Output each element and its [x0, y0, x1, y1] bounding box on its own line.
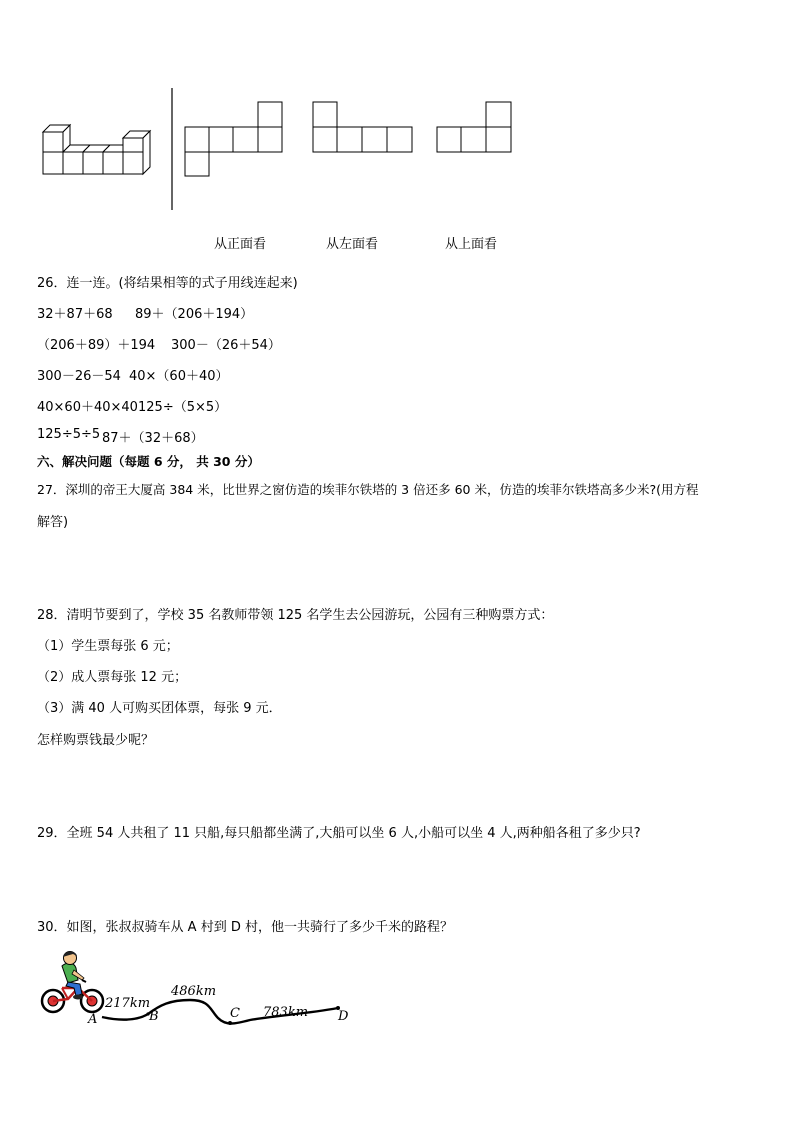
q28-option-1: （1）学生票每张 6 元； [37, 639, 179, 654]
q26-right-3: 40×（60＋40） [129, 369, 229, 384]
cube-stack-figure [40, 120, 155, 180]
q26-right-1: 89＋（206＋194） [135, 307, 254, 322]
front-view-grid [184, 101, 284, 177]
q26-left-1: 32＋87＋68 [37, 307, 113, 322]
route-ab-distance: 217km [105, 996, 151, 1011]
figure-divider [170, 88, 174, 210]
route-point-a: A [88, 1012, 98, 1027]
q26-left-2: （206＋89）＋194 [37, 338, 156, 353]
q27-line1: 27．深圳的帝王大厦高 384 米，比世界之窗仿造的埃菲尔铁塔的 3 倍还多 60 米，仿造的埃菲尔铁塔高多少米?(用方程 [37, 482, 699, 497]
front-view-label: 从正面看 [214, 237, 267, 252]
route-point-d: D [338, 1009, 349, 1024]
route-bc-distance: 486km [171, 984, 217, 999]
q27-line2: 解答) [37, 515, 69, 530]
q28-option-3: （3）满 40 人可购买团体票，每张 9 元． [37, 701, 282, 716]
left-view-grid [312, 101, 414, 153]
top-view-label: 从上面看 [445, 237, 498, 252]
q26-right-5: 87＋（32＋68） [102, 431, 204, 446]
q26-prompt: 26．连一连。(将结果相等的式子用线连起来) [37, 276, 298, 291]
q26-left-3: 300－26－54 [37, 369, 121, 384]
route-point-c: C [230, 1006, 240, 1021]
q28-line1: 28．清明节要到了，学校 35 名教师带领 125 名学生去公园游玩，公园有三种购票方式： [37, 608, 554, 623]
route-cd-distance: 783km [263, 1005, 309, 1020]
route-point-b: B [149, 1009, 159, 1024]
left-view-label: 从左面看 [326, 237, 379, 252]
q26-right-2: 300－（26＋54） [171, 338, 281, 353]
q29-line1: 29．全班 54 人共租了 11 只船,每只船都坐满了,大船可以坐 6 人,小船可以坐 4 人,两种船各租了多少只? [37, 826, 641, 841]
section-6-title: 六、解决问题（每题 6 分， 共 30 分） [37, 454, 260, 469]
q30-line1: 30．如图，张叔叔骑车从 A 村到 D 村，他一共骑行了多少千米的路程？ [37, 920, 453, 935]
q26-left-4: 40×60＋40×40 [37, 400, 138, 415]
q26-left-5: 125÷5÷5 [37, 427, 101, 442]
q28-option-2: （2）成人票每张 12 元； [37, 670, 188, 685]
q28-question: 怎样购票钱最少呢？ [37, 733, 155, 748]
q26-right-4: 125÷（5×5） [138, 400, 228, 415]
top-view-grid [436, 101, 514, 153]
